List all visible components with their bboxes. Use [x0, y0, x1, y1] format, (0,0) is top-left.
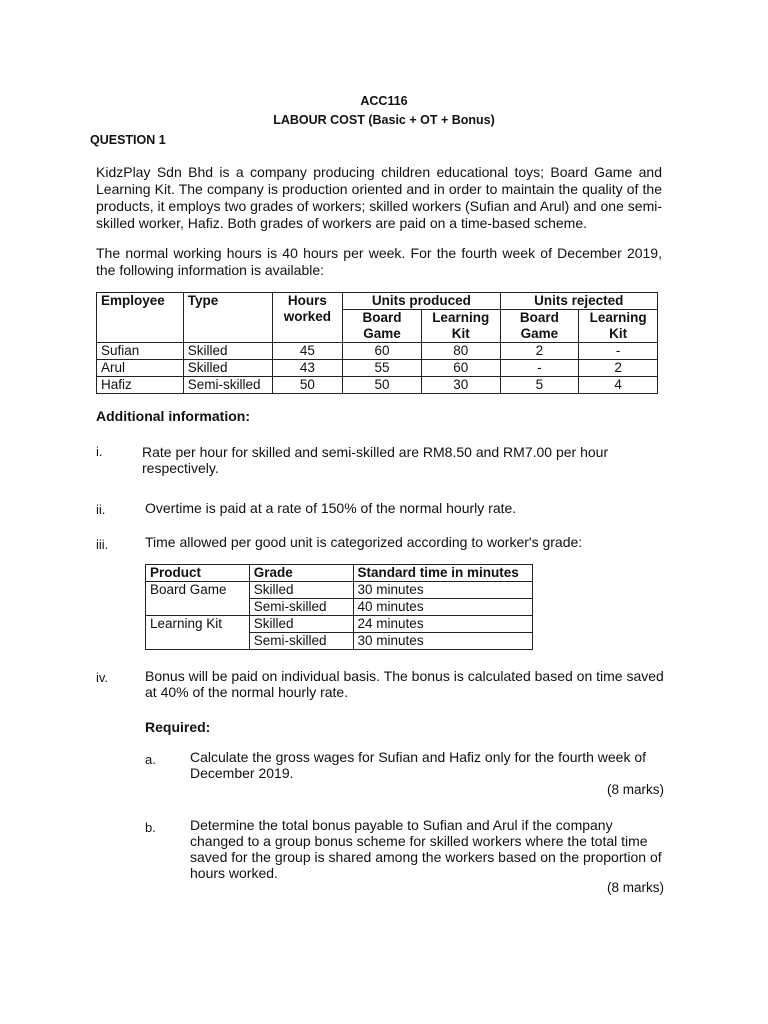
col-produced-learning-kit: Learning Kit — [421, 310, 500, 343]
cell-type: Semi-skilled — [183, 377, 272, 394]
hours-paragraph: The normal working hours is 40 hours per week. For the fourth week of December 2019, the following information is available: — [96, 245, 662, 278]
cell-time: 40 minutes — [353, 599, 532, 616]
col-units-produced: Units produced — [343, 293, 500, 310]
required-item-number: a. — [145, 752, 156, 767]
required-heading: Required: — [145, 719, 211, 735]
cell-rejected-bg: - — [500, 360, 579, 377]
table-row — [97, 377, 658, 394]
item-text: Time allowed per good unit is categorized according to worker's grade: — [145, 534, 583, 550]
col-product: Product — [146, 565, 250, 582]
cell-rejected-lk: - — [579, 343, 658, 360]
cell-produced-lk: 60 — [421, 360, 500, 377]
cell-rejected-bg: 5 — [500, 377, 579, 394]
col-type: Type — [183, 293, 272, 343]
item-text: Bonus will be paid on individual basis. The bonus is calculated based on time saved at 40% of the normal hourly rate. — [145, 668, 664, 700]
table-row — [146, 616, 533, 633]
item-number: ii. — [96, 502, 106, 517]
cell-produced-bg: 55 — [343, 360, 422, 377]
cell-product: Learning Kit — [146, 616, 250, 650]
cell-grade: Semi-skilled — [249, 599, 353, 616]
intro-paragraph: KidzPlay Sdn Bhd is a company producing children educational toys; Board Game and Learning Kit. The company is production oriented and in order to maintain the quality of the products, it employs two grades of workers; skilled workers (Sufian and Arul) and one semi-skilled worker, Hafiz. Both grades of workers are paid on a time-based scheme. — [96, 164, 662, 231]
marks-label: (8 marks) — [607, 880, 664, 895]
cell-time: 30 minutes — [353, 582, 532, 599]
col-produced-board-game: Board Game — [343, 310, 422, 343]
cell-employee: Sufian — [97, 343, 184, 360]
cell-employee: Arul — [97, 360, 184, 377]
col-hours-worked: Hours worked — [272, 293, 343, 343]
cell-hours: 43 — [272, 360, 343, 377]
item-number: i. — [96, 444, 103, 459]
cell-grade: Skilled — [249, 582, 353, 599]
cell-produced-lk: 30 — [421, 377, 500, 394]
cell-rejected-bg: 2 — [500, 343, 579, 360]
cell-rejected-lk: 2 — [579, 360, 658, 377]
col-standard-time: Standard time in minutes — [353, 565, 532, 582]
standard-time-table — [145, 564, 533, 650]
item-text: Rate per hour for skilled and semi-skilled are RM8.50 and RM7.00 per hour respectively. — [142, 444, 609, 476]
col-rejected-learning-kit: Learning Kit — [579, 310, 658, 343]
col-units-rejected: Units rejected — [500, 293, 657, 310]
employee-table — [96, 292, 658, 394]
table-row — [146, 582, 533, 599]
required-item-number: b. — [145, 820, 156, 835]
cell-employee: Hafiz — [97, 377, 184, 394]
cell-type: Skilled — [183, 360, 272, 377]
cell-grade: Skilled — [249, 616, 353, 633]
question-label: QUESTION 1 — [90, 133, 166, 147]
cell-product: Board Game — [146, 582, 250, 616]
col-rejected-board-game: Board Game — [500, 310, 579, 343]
cell-grade: Semi-skilled — [249, 633, 353, 650]
item-number: iii. — [96, 537, 109, 552]
col-grade: Grade — [249, 565, 353, 582]
cell-produced-bg: 50 — [343, 377, 422, 394]
topic-title: LABOUR COST (Basic + OT + Bonus) — [273, 113, 495, 127]
cell-hours: 50 — [272, 377, 343, 394]
cell-hours: 45 — [272, 343, 343, 360]
table-row — [97, 360, 658, 377]
table-header-row — [97, 293, 658, 310]
item-text: Overtime is paid at a rate of 150% of the normal hourly rate. — [145, 500, 517, 516]
cell-produced-lk: 80 — [421, 343, 500, 360]
cell-time: 24 minutes — [353, 616, 532, 633]
cell-type: Skilled — [183, 343, 272, 360]
cell-time: 30 minutes — [353, 633, 532, 650]
col-employee: Employee — [97, 293, 184, 343]
item-number: iv. — [96, 670, 109, 685]
table-header-row — [146, 565, 533, 582]
table-row — [97, 343, 658, 360]
course-code: ACC116 — [360, 94, 408, 108]
cell-rejected-lk: 4 — [579, 377, 658, 394]
marks-label: (8 marks) — [607, 782, 664, 797]
cell-produced-bg: 60 — [343, 343, 422, 360]
required-item-text: Calculate the gross wages for Sufian and Hafiz only for the fourth week of December 2019. — [190, 749, 647, 781]
additional-info-heading: Additional information: — [96, 408, 250, 424]
required-item-text: Determine the total bonus payable to Sufian and Arul if the company changed to a group bonus scheme for skilled workers where the total time saved for the group is shared among the workers based on the proportion of hours worked. — [190, 817, 662, 881]
